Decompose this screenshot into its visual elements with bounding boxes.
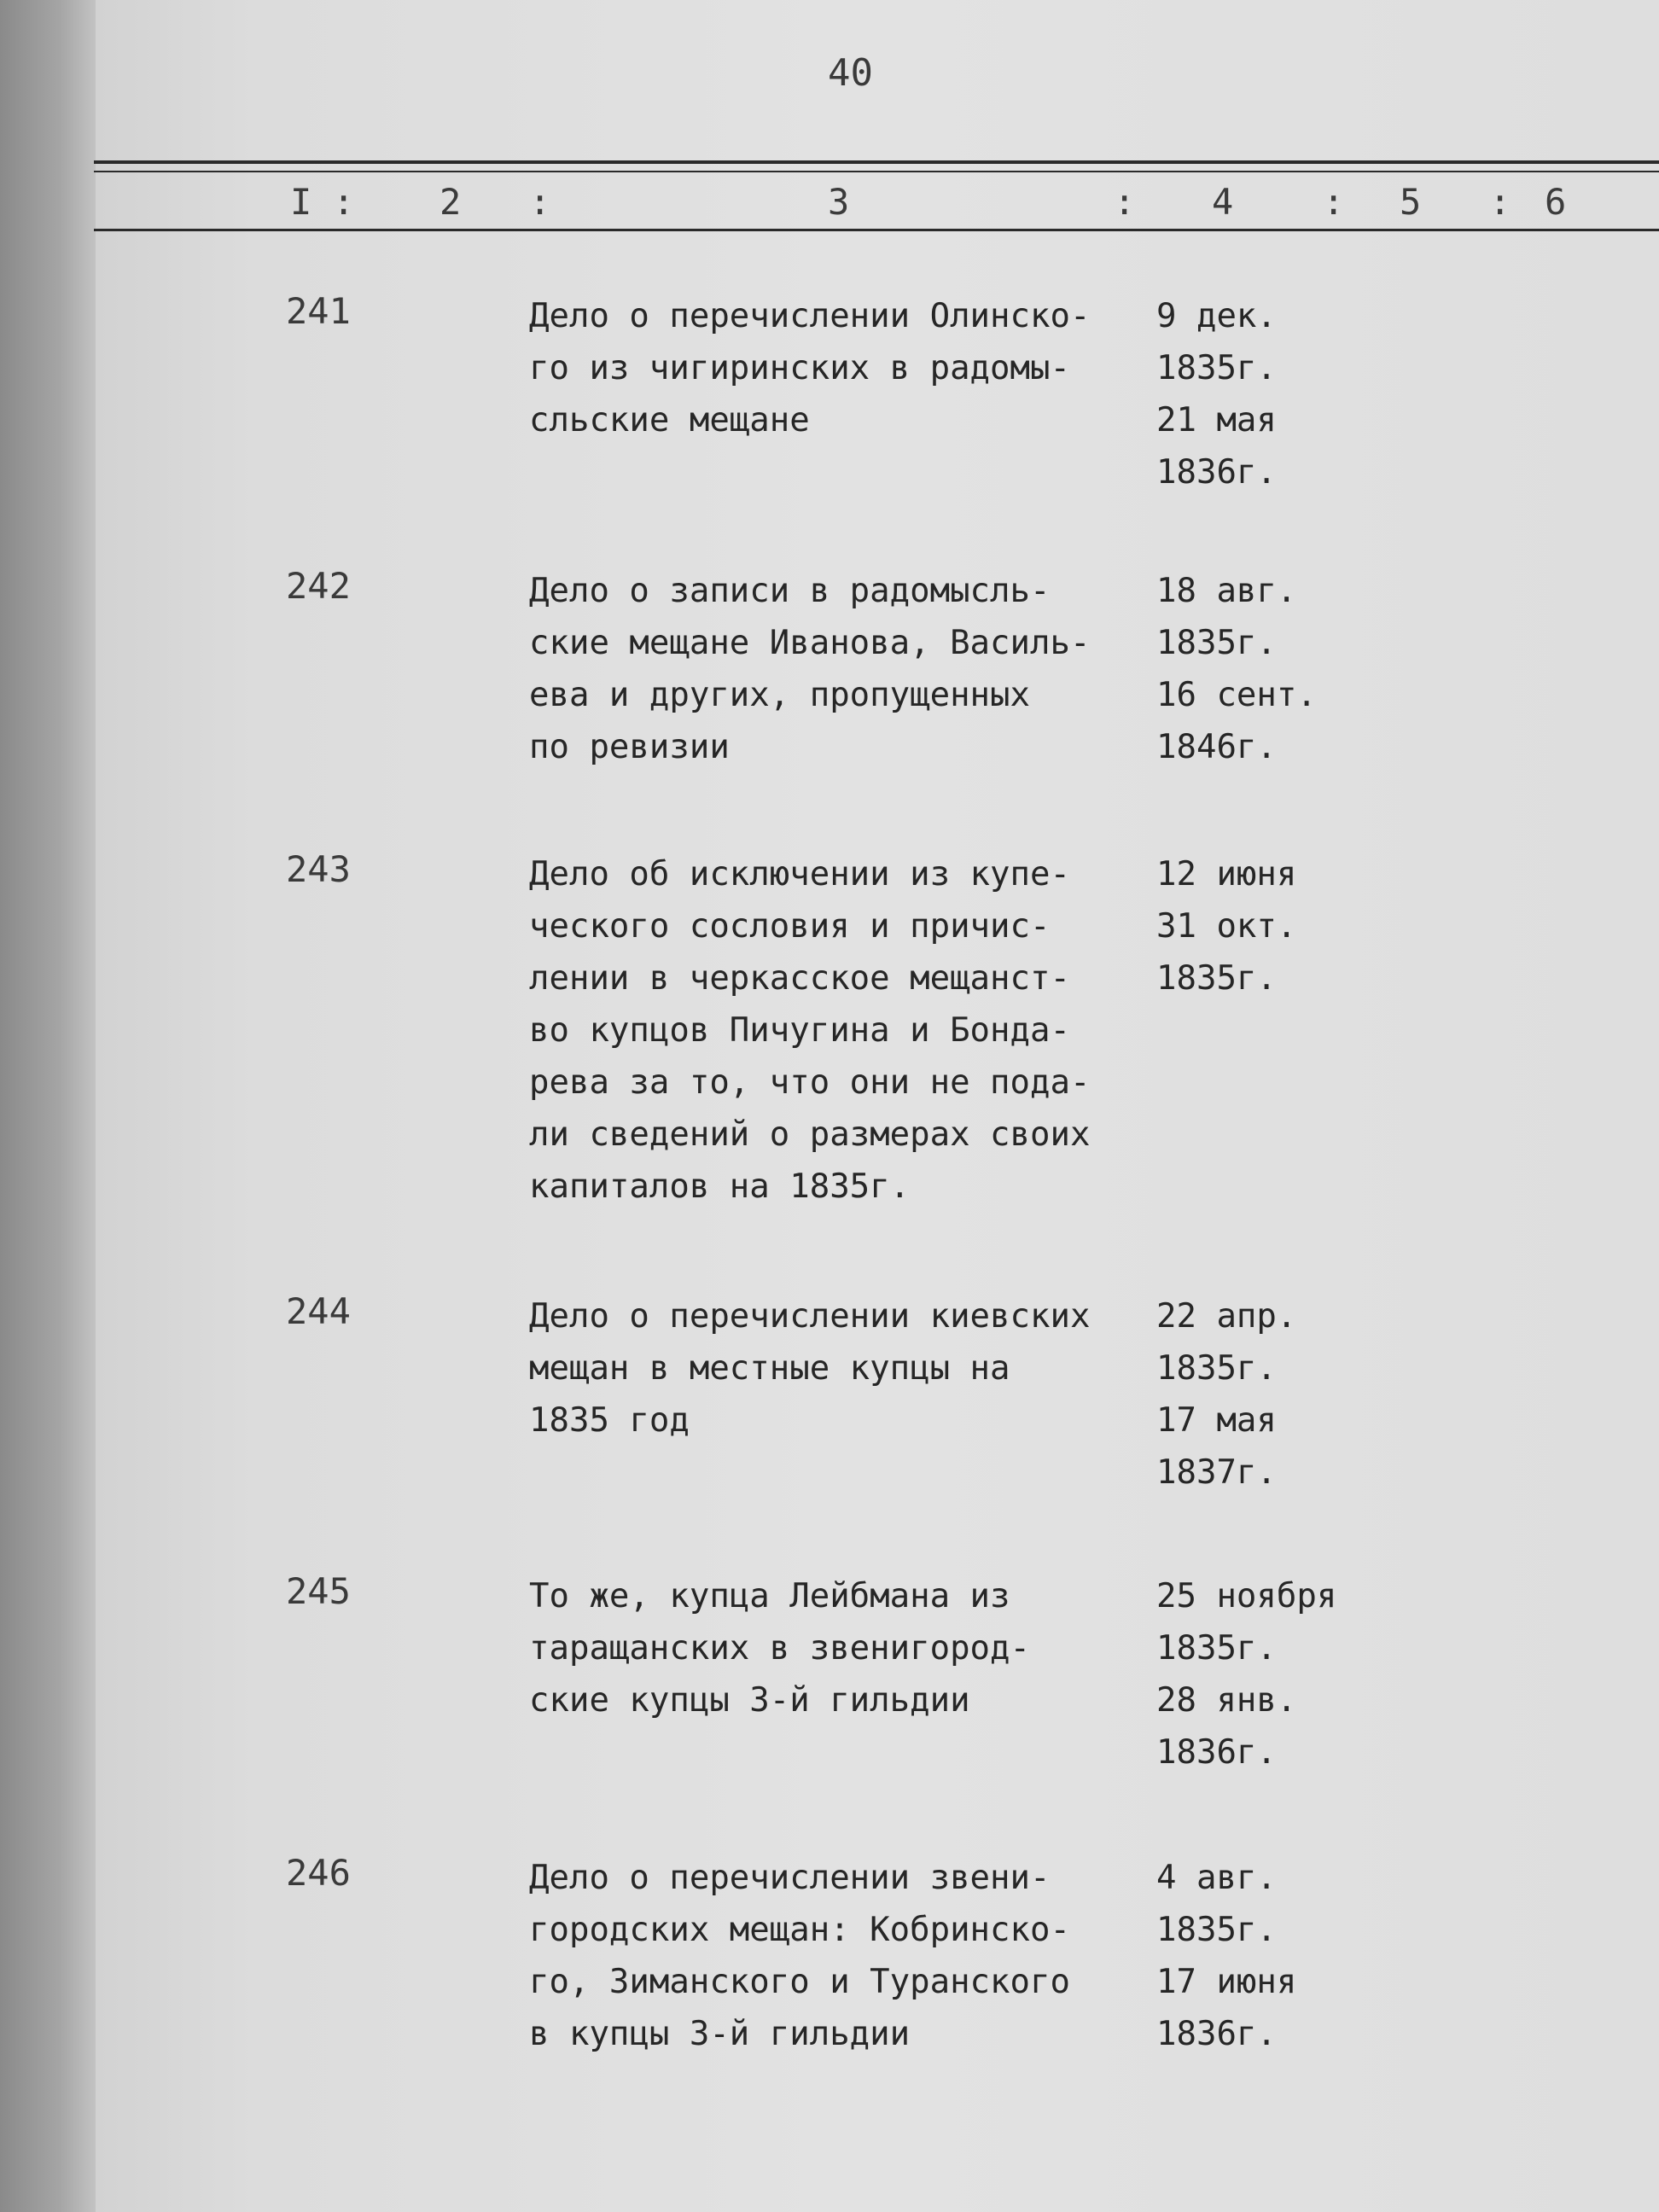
date-line: 25 ноября	[1156, 1577, 1337, 1615]
entry-dates	[1156, 848, 1378, 1004]
description-line: ческого сословия и причис-	[529, 907, 1051, 946]
column-separator: :	[529, 181, 551, 223]
column-header-6: 6	[1545, 181, 1567, 223]
date-line: 12 июня	[1156, 855, 1297, 894]
date-line: 28 янв.	[1156, 1681, 1297, 1720]
date-line: 1836г.	[1156, 1733, 1277, 1772]
entry-number: 243	[286, 848, 351, 890]
date-line: 21 мая	[1156, 401, 1277, 439]
date-line: 31 окт.	[1156, 907, 1297, 946]
entry-dates	[1156, 290, 1378, 498]
column-header-1: I	[290, 181, 312, 223]
description-line: капиталов на 1835г.	[529, 1167, 911, 1206]
date-line: 16 сент.	[1156, 676, 1317, 714]
description-line: го, Зиманского и Туранского	[529, 1963, 1070, 2001]
date-line: 1836г.	[1156, 2015, 1277, 2053]
description-line: ева и других, пропущенных	[529, 676, 1030, 714]
date-line: 1835г.	[1156, 1629, 1277, 1668]
description-line: в купцы 3-й гильдии	[529, 2015, 911, 2053]
description-line: То же, купца Лейбмана из	[529, 1577, 1010, 1615]
column-header-5: 5	[1400, 181, 1422, 223]
description-line: по ревизии	[529, 728, 730, 766]
description-line: сльские мещане	[529, 401, 810, 439]
description-line: ли сведений о размерах своих	[529, 1115, 1091, 1154]
entry-description	[529, 565, 1161, 773]
entry-dates	[1156, 1570, 1378, 1778]
description-line: ские мещане Иванова, Василь-	[529, 624, 1091, 662]
entry-number: 241	[286, 290, 351, 332]
date-line: 18 авг.	[1156, 572, 1297, 610]
date-line: 1846г.	[1156, 728, 1277, 766]
entry-description	[529, 290, 1161, 446]
description-line: рева за то, что они не пода-	[529, 1063, 1091, 1102]
entry-number: 245	[286, 1570, 351, 1612]
page-number: 40	[828, 51, 873, 95]
entry-number: 242	[286, 565, 351, 607]
date-line: 1835г.	[1156, 349, 1277, 387]
entry-number: 246	[286, 1852, 351, 1894]
date-line: 1837г.	[1156, 1453, 1277, 1492]
description-line: Дело о перечислении Олинско-	[529, 297, 1091, 335]
date-line: 17 мая	[1156, 1401, 1277, 1440]
description-line: Дело о перечислении киевских	[529, 1297, 1091, 1336]
header-rule-top-thin	[94, 171, 1659, 172]
description-line: Дело о перечислении звени-	[529, 1859, 1051, 1897]
entry-dates	[1156, 565, 1378, 773]
entry-description	[529, 1570, 1161, 1726]
description-line: Дело о записи в радомысль-	[529, 572, 1051, 610]
entry-number: 244	[286, 1290, 351, 1332]
column-header-3: 3	[828, 181, 850, 223]
header-rule-bottom	[94, 229, 1659, 231]
date-line: 1835г.	[1156, 1911, 1277, 1949]
date-line: 1836г.	[1156, 453, 1277, 492]
header-rule-top	[94, 160, 1659, 164]
page-binding-shadow	[0, 0, 96, 2212]
date-line: 22 апр.	[1156, 1297, 1297, 1336]
description-line: таращанских в звенигород-	[529, 1629, 1030, 1668]
date-line: 4 авг.	[1156, 1859, 1277, 1897]
column-header-2: 2	[439, 181, 462, 223]
entry-dates	[1156, 1852, 1378, 2060]
entry-description	[529, 1852, 1161, 2060]
date-line: 17 июня	[1156, 1963, 1297, 2001]
description-line: Дело об исключении из купе-	[529, 855, 1070, 894]
entry-description	[529, 848, 1161, 1213]
entry-dates	[1156, 1290, 1378, 1499]
description-line: городских мещан: Кобринско-	[529, 1911, 1070, 1949]
column-separator: :	[1114, 181, 1136, 223]
column-separator: :	[333, 181, 355, 223]
description-line: мещан в местные купцы на	[529, 1349, 1010, 1388]
column-header-4: 4	[1212, 181, 1234, 223]
column-separator: :	[1323, 181, 1345, 223]
entry-description	[529, 1290, 1161, 1447]
column-separator: :	[1489, 181, 1511, 223]
description-line: 1835 год	[529, 1401, 690, 1440]
description-line: во купцов Пичугина и Бонда-	[529, 1011, 1070, 1050]
description-line: ские купцы 3-й гильдии	[529, 1681, 970, 1720]
description-line: го из чигиринских в радомы-	[529, 349, 1070, 387]
date-line: 1835г.	[1156, 959, 1277, 998]
date-line: 1835г.	[1156, 1349, 1277, 1388]
description-line: лении в черкасское мещанст-	[529, 959, 1070, 998]
date-line: 1835г.	[1156, 624, 1277, 662]
date-line: 9 дек.	[1156, 297, 1277, 335]
